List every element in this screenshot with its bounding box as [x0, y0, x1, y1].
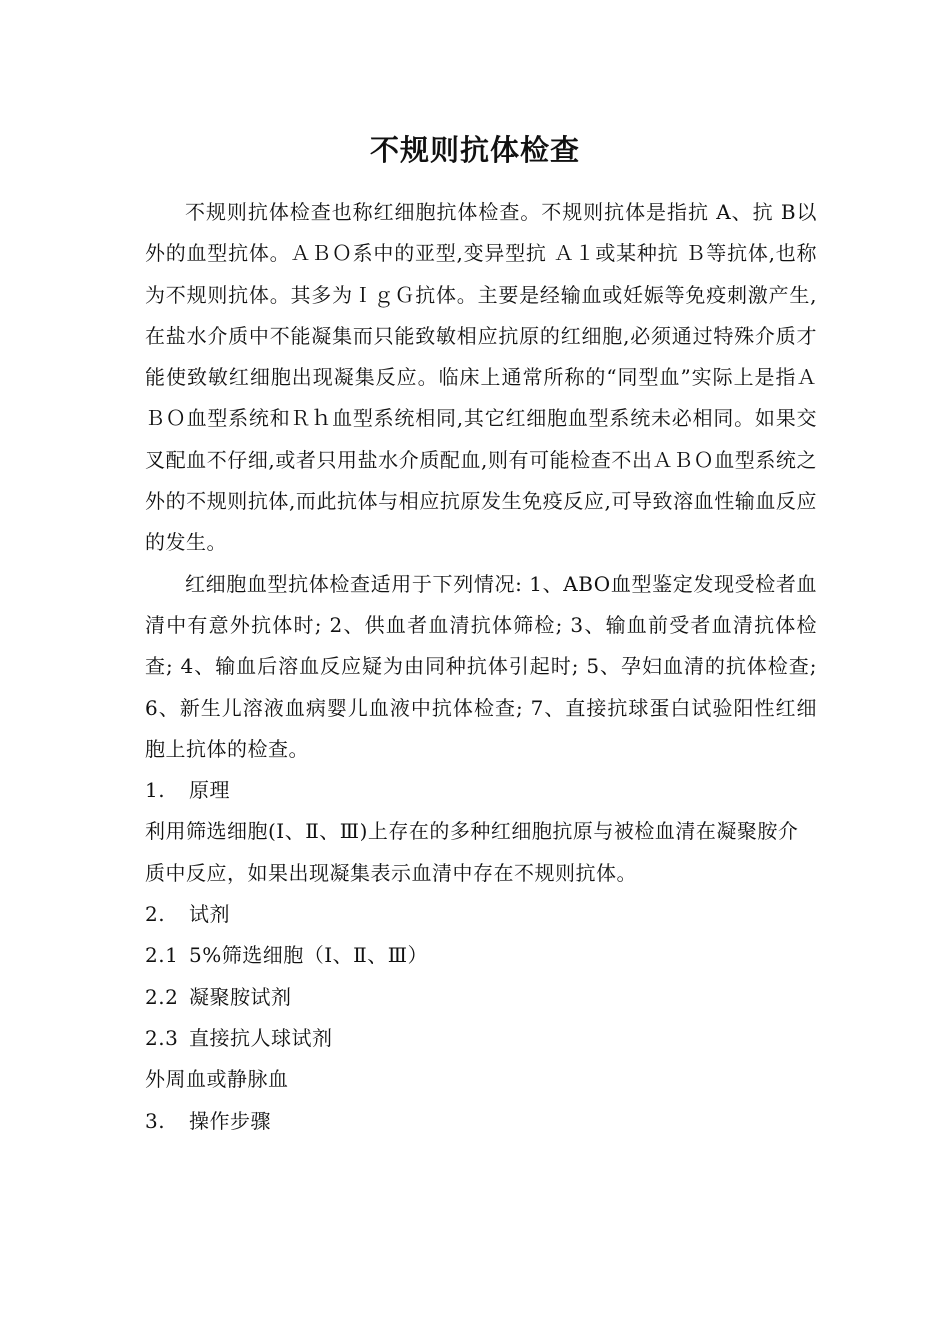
intro-paragraph: 不规则抗体检查也称红细胞抗体检查。不规则抗体是指抗 A、抗 B以外的血型抗体。ＡＢＯ系中的亚型,变异型抗 Ａ１或某种抗 Ｂ等抗体,也称为不规则抗体。其多为ＩｇＧ抗体。主要是经输血或妊娠等免疫刺激产生,在盐水介质中不能凝集而只能致敏相应抗原的红细胞,必须通过特殊介质才能使致敏红细胞出现凝集反应。临床上通常所称的“同型血”实际上是指ＡＢＯ血型系统和Ｒｈ血型系统相同,其它红细胞血型系统未必相同。如果交叉配血不仔细,或者只用盐水介质配血,则有可能检查不出ＡＢＯ血型系统之外的不规则抗体,而此抗体与相应抗原发生免疫反应,可导致溶血性输血反应的发生。: [145, 200, 817, 555]
reagent-item-number: 2.1: [145, 943, 179, 968]
section-number: 3.: [145, 1108, 166, 1133]
reagent-item-text: 直接抗人球试剂: [189, 1025, 333, 1050]
section-heading-principle: [145, 770, 817, 811]
section-number: 2.: [145, 902, 166, 927]
section-number: 1.: [145, 778, 166, 803]
section-heading-procedure: [145, 1101, 817, 1142]
specimen-text: 外周血或静脉血: [145, 1067, 289, 1092]
principle-text: 利用筛选细胞(Ⅰ、Ⅱ、Ⅲ)上存在的多种红细胞抗原与被检血清在凝聚胺介质中反应，如果出现凝集表示血清中存在不规则抗体。: [145, 819, 799, 885]
section-title: 试剂: [189, 902, 230, 927]
section-title: 操作步骤: [189, 1108, 271, 1133]
reagent-item: [145, 935, 817, 976]
reagent-item-text: 凝聚胺试剂: [189, 984, 292, 1009]
document-title: 不规则抗体检查: [369, 133, 580, 167]
reagent-item-number: 2.3: [145, 1025, 179, 1050]
reagent-item-text: 5%筛选细胞（Ⅰ、Ⅱ、Ⅲ）: [189, 943, 429, 968]
section-title: 原理: [189, 778, 230, 803]
reagent-item: [145, 1018, 817, 1059]
reagent-item-number: 2.2: [145, 984, 179, 1009]
document-body: [145, 192, 817, 1142]
indications-paragraph: 红细胞血型抗体检查适用于下列情况: 1、ABO血型鉴定发现受检者血清中有意外抗体时; 2、供血者血清抗体筛检; 3、输血前受者血清抗体检查; 4、输血后溶血反应疑为由同种抗体引起时; 5、孕妇血清的抗体检查; 6、新生儿溶液血病婴儿血液中抗体检查; 7、直接抗球蛋白试验阳性红细胞上抗体的检查。: [145, 571, 817, 761]
section-heading-reagents: [145, 894, 817, 935]
reagent-item: [145, 977, 817, 1018]
